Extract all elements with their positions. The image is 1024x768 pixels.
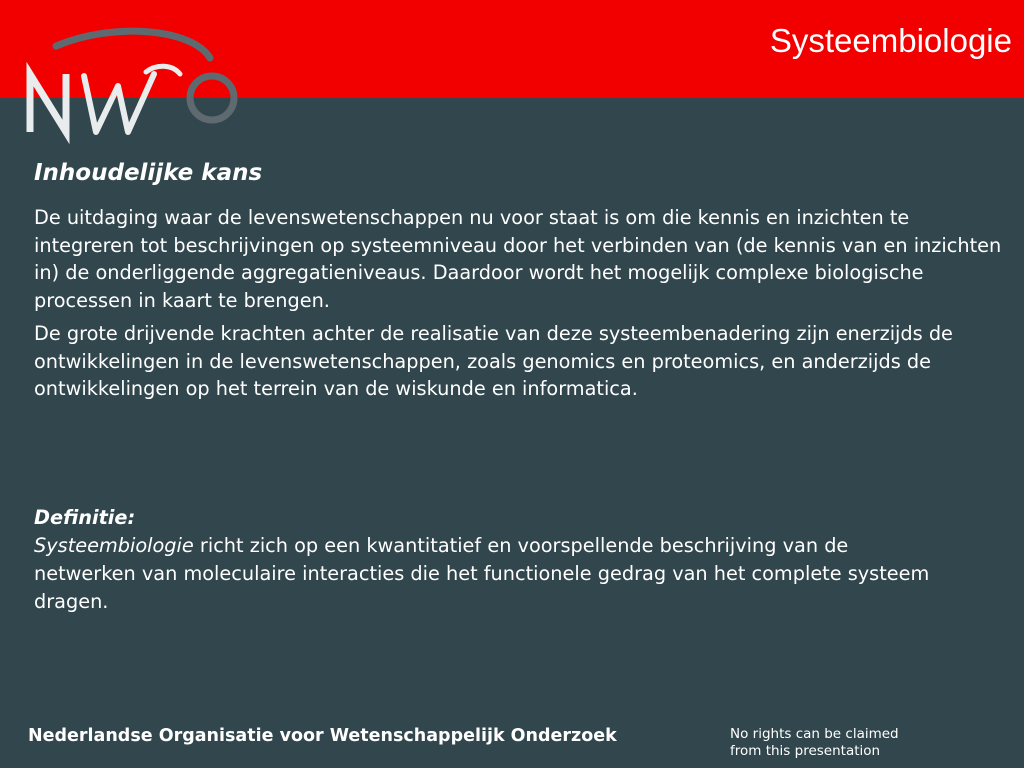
definition-body: richt zich op een kwantitatief en voorspellende beschrijving van de netwerken van moleculaire interacties die het functionele gedrag van het complete systeem dragen. bbox=[34, 534, 930, 613]
footer-disclaimer bbox=[730, 726, 930, 760]
footer-organization: Nederlandse Organisatie voor Wetenschappelijk Onderzoek bbox=[28, 726, 617, 746]
section-heading: Inhoudelijke kans bbox=[34, 160, 263, 186]
content-area bbox=[34, 158, 1002, 409]
footer-disclaimer-line2: from this presentation bbox=[730, 743, 881, 759]
slide-title: Systeembiologie bbox=[769, 22, 1012, 59]
definition-block bbox=[34, 504, 934, 616]
definition-text bbox=[34, 532, 934, 616]
nwo-logo bbox=[22, 24, 252, 144]
footer-disclaimer-line1: No rights can be claimed bbox=[730, 726, 899, 742]
definition-term: Systeembiologie bbox=[34, 534, 194, 557]
paragraph-1: De uitdaging waar de levenswetenschappen nu voor staat is om die kennis en inzichten te integreren tot beschrijvingen op systeemniveau door het verbinden van (de kennis van en inzichten in) de onderliggende aggregatieniveaus. Daardoor wordt het mogelijk complexe biologische processen in kaart te brengen. bbox=[34, 206, 1002, 312]
definition-label: Definitie: bbox=[34, 506, 136, 529]
paragraph-2: De grote drijvende krachten achter de realisatie van deze systeembenadering zijn enerzijds de ontwikkelingen in de levenswetenschappen, zoals genomics en proteomics, en anderzijds de ontwikkelingen op het terrein van de wiskunde en informatica. bbox=[34, 322, 953, 400]
